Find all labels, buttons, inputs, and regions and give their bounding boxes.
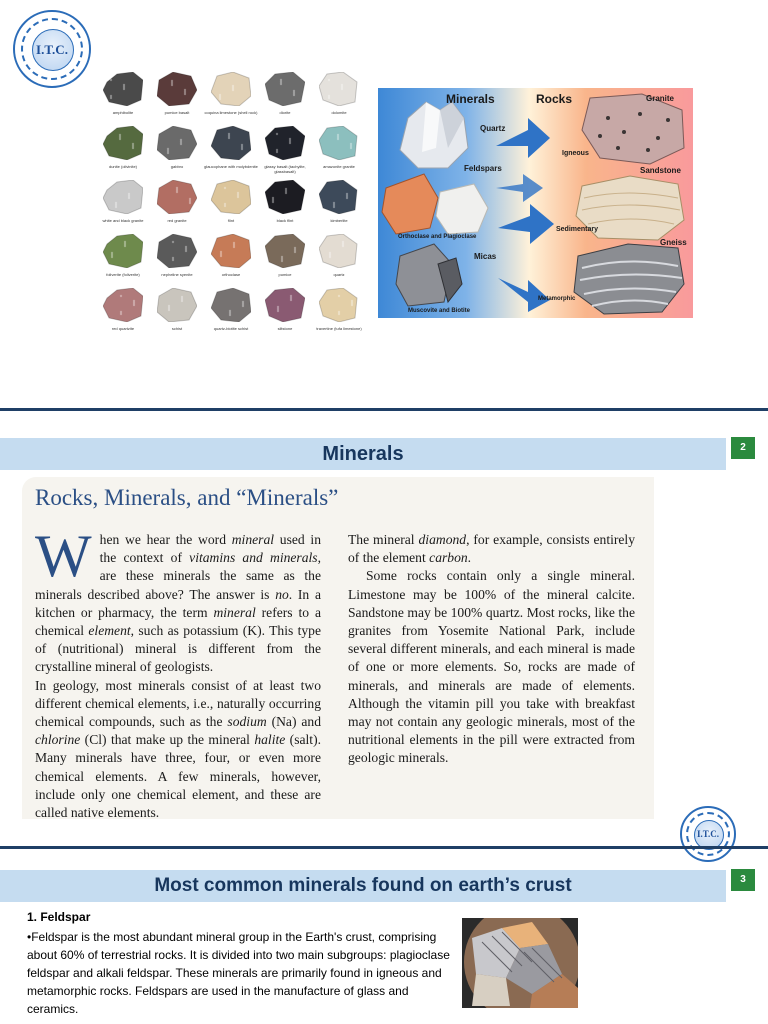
slide2-top-rule bbox=[0, 408, 768, 411]
minerals-rocks-diagram bbox=[378, 88, 693, 318]
rock-swatch bbox=[265, 72, 305, 106]
rock-swatch bbox=[157, 288, 197, 322]
arrow-metamorphic-icon bbox=[498, 278, 550, 312]
rock-swatch bbox=[103, 72, 143, 106]
rock-sample bbox=[316, 180, 362, 232]
rock-sample bbox=[316, 72, 362, 124]
rock-swatch bbox=[157, 180, 197, 214]
rock-swatch bbox=[157, 234, 197, 268]
rock-swatch bbox=[265, 234, 305, 268]
excerpt-column-right bbox=[348, 531, 635, 768]
rock-sample bbox=[316, 288, 362, 340]
diagram-minerals-heading: Minerals bbox=[446, 92, 495, 106]
excerpt-paragraph: The mineral diamond, for example, consists entirely of the element carbon. bbox=[348, 532, 636, 566]
mica-samples-icon bbox=[396, 244, 462, 306]
gneiss-rock-icon bbox=[574, 244, 684, 314]
rock-sample-label: nepheline syenite bbox=[161, 272, 193, 277]
rock-sample-label: pumice bbox=[278, 272, 292, 277]
quartz-crystal-icon bbox=[400, 102, 468, 168]
rock-sample bbox=[262, 180, 308, 232]
slide3-number-badge: 3 bbox=[731, 869, 755, 891]
arrow-sedimentary-icon bbox=[498, 204, 554, 244]
slide3-top-rule bbox=[0, 846, 768, 849]
thin-section-artwork bbox=[462, 918, 578, 1008]
logo-text: I.T.C. bbox=[696, 829, 720, 839]
rock-swatch bbox=[211, 234, 251, 268]
rock-swatch bbox=[103, 234, 143, 268]
rock-swatch bbox=[157, 72, 197, 106]
rock-sample bbox=[100, 288, 146, 340]
feldspar-samples-icon bbox=[382, 174, 488, 234]
rock-swatch bbox=[319, 288, 359, 322]
rock-sample-label: orthoclase bbox=[221, 272, 241, 277]
logo-text: I.T.C. bbox=[36, 42, 68, 57]
rock-sample bbox=[262, 72, 308, 124]
rock-sample bbox=[316, 126, 362, 178]
diagram-orthoclase-label: Orthoclase and Plagioclase bbox=[398, 234, 477, 240]
rock-sample-label: pumice basalt bbox=[164, 110, 190, 115]
rock-swatch bbox=[319, 234, 359, 268]
rock-swatch bbox=[265, 126, 305, 160]
rock-swatch bbox=[211, 126, 251, 160]
rock-samples-grid bbox=[100, 72, 362, 342]
rock-sample bbox=[262, 126, 308, 178]
rock-swatch bbox=[103, 288, 143, 322]
rock-sample bbox=[154, 126, 200, 178]
rock-sample bbox=[100, 234, 146, 286]
rock-sample bbox=[100, 72, 146, 124]
rock-sample-label: gabbro bbox=[170, 164, 184, 169]
diagram-micas-label: Micas bbox=[474, 252, 497, 261]
feldspar-heading: 1. Feldspar bbox=[27, 910, 91, 924]
slide2-number-badge: 2 bbox=[731, 437, 755, 459]
rock-sample-label: kimberlite bbox=[330, 218, 348, 223]
diagram-granite-label: Granite bbox=[646, 94, 675, 103]
diagram-artwork bbox=[378, 88, 693, 318]
rock-sample-label: schist bbox=[171, 326, 183, 331]
rock-swatch bbox=[157, 126, 197, 160]
feldspar-thin-section-image bbox=[462, 918, 578, 1008]
rock-sample bbox=[154, 288, 200, 340]
rock-sample-label: dunite (olivinite) bbox=[108, 164, 137, 169]
rock-sample bbox=[204, 72, 258, 124]
rock-sample bbox=[154, 234, 200, 286]
rock-sample bbox=[316, 234, 362, 286]
slide2-title-bar bbox=[0, 438, 726, 470]
rock-sample bbox=[154, 180, 200, 232]
diagram-metamorphic-label: Metamorphic bbox=[538, 296, 576, 302]
rock-sample bbox=[208, 288, 254, 340]
diagram-igneous-label: Igneous bbox=[562, 150, 589, 157]
rock-sample-label: coquina limestone (shell rock) bbox=[204, 110, 258, 115]
drop-cap: W bbox=[35, 523, 92, 589]
diagram-sedimentary-label: Sedimentary bbox=[556, 226, 599, 233]
rock-sample-label: flint bbox=[227, 218, 235, 223]
rock-swatch bbox=[319, 72, 359, 106]
rock-swatch bbox=[319, 126, 359, 160]
rock-swatch bbox=[319, 180, 359, 214]
rock-sample-label: quartz bbox=[333, 272, 345, 277]
slide2-title: Minerals bbox=[322, 443, 404, 465]
diagram-quartz-label: Quartz bbox=[480, 124, 506, 133]
rock-sample-label: red quartzite bbox=[111, 326, 135, 331]
rock-sample bbox=[154, 72, 200, 124]
feldspar-body: •Feldspar is the most abundant mineral group in the Earth's crust, comprising about 60% of terrestrial rocks. It is divided into two main subgroups: plagioclase feldspar and alkali feldspar. These minerals are primarily found in igneous and metamorphic rocks. Feldspars are used in the manufacture of glass and ceramics. bbox=[27, 930, 450, 1016]
rock-sample-label: glassy basalt (tachylite, glassbasalt) bbox=[264, 164, 306, 174]
rock-swatch bbox=[265, 288, 305, 322]
excerpt-paragraph: Some rocks contain only a single mineral. Limestone may be 100% of the mineral calcite. Sandstone may be 100% quartz. Most rocks, like the granites from Yosemite National Park, include several different minerals, and each mineral is made of one or more elements. So, rocks are made of minerals, and minerals are made of elements. Although the vitamin pill you take with breakfast may not contain any geologic minerals, most of the nutritional elements in the pill were extracted from geologic minerals. bbox=[348, 568, 635, 766]
slide3-title-bar bbox=[0, 870, 726, 902]
rock-sample-label: amphibolite bbox=[112, 110, 134, 115]
diagram-feldspars-label: Feldspars bbox=[464, 164, 502, 173]
rock-sample-label: travertine (tufa limestone) bbox=[316, 326, 362, 331]
slide3-title: Most common minerals found on earth’s crust bbox=[154, 875, 572, 896]
rock-swatch bbox=[103, 180, 143, 214]
excerpt-title: Rocks, Minerals, and “Minerals” bbox=[35, 485, 339, 510]
rock-sample bbox=[208, 180, 254, 232]
rock-sample-label: quartz-biotite schist bbox=[213, 326, 249, 331]
rock-swatch bbox=[211, 180, 251, 214]
excerpt-paragraph: When we hear the word mineral used in the context of vitamins and minerals, are these minerals the same as the minerals described above? The answer is no. In a kitchen or pharmacy, the term mineral refers to a chemical element, such as potassium (K). This type of (nutritional) mineral is different from the crystalline mineral of geologists. bbox=[35, 523, 321, 675]
rock-swatch bbox=[211, 72, 251, 106]
rock-sample bbox=[208, 234, 254, 286]
diagram-rocks-heading: Rocks bbox=[536, 92, 573, 106]
rock-swatch bbox=[265, 180, 305, 214]
rock-swatch bbox=[103, 126, 143, 160]
diagram-sandstone-label: Sandstone bbox=[640, 166, 681, 175]
rock-sample-label: siltstone bbox=[277, 326, 293, 331]
rock-swatch bbox=[211, 288, 251, 322]
rock-sample-label: white and black granite bbox=[102, 218, 144, 223]
book-excerpt bbox=[22, 477, 654, 819]
rock-sample-label: diorite bbox=[279, 110, 291, 115]
rock-sample-label: black flint bbox=[276, 218, 294, 223]
granite-rock-icon bbox=[582, 94, 684, 164]
itc-logo-bottom bbox=[680, 806, 736, 862]
itc-logo-top bbox=[13, 10, 91, 88]
excerpt-column-left bbox=[35, 523, 321, 822]
rock-sample-label: amazonite granite bbox=[323, 164, 355, 169]
rock-sample-label: dolomite bbox=[331, 110, 347, 115]
rock-sample-label: foliverite (foliverite) bbox=[106, 272, 140, 277]
rock-sample-label: red granite bbox=[167, 218, 187, 223]
arrow-middle-icon bbox=[496, 174, 543, 202]
diagram-gneiss-label: Gneiss bbox=[660, 238, 687, 247]
rock-sample-label: glaucophane with molybdenite bbox=[204, 164, 258, 169]
excerpt-paragraph: In geology, most minerals consist of at least two different chemical elements, i.e., naturally occurring chemical compounds, such as the sodium (Na) and chlorine (Cl) that make up the mineral halite (salt). Many minerals have three, four, or even more chemical elements. A few minerals, however, include only one chemical element, and these are called native elements. bbox=[35, 677, 321, 821]
rock-sample bbox=[262, 288, 308, 340]
rock-sample bbox=[100, 126, 146, 178]
diagram-muscovite-label: Muscovite and Biotite bbox=[408, 308, 471, 314]
rock-sample bbox=[100, 180, 146, 232]
rock-sample bbox=[262, 234, 308, 286]
rock-sample bbox=[204, 126, 258, 178]
